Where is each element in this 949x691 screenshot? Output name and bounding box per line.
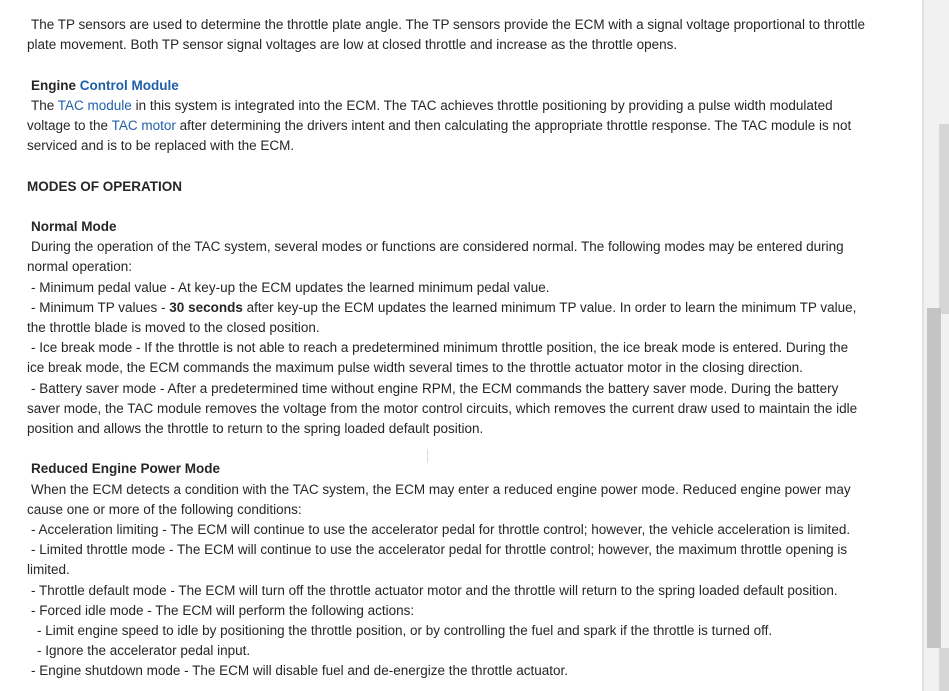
list-item: - Forced idle mode - The ECM will perform the following actions: — [31, 602, 415, 618]
reduced-engine-power-heading: Reduced Engine Power Mode — [31, 461, 221, 477]
list-item: - Acceleration limiting - The ECM will continue to use the accelerator pedal for throttle control; however, the vehicle acceleration is limited. — [31, 522, 851, 538]
list-item: - Ice break mode - If the throttle is not able to reach a predetermined minimum throttle position, the ice break mode is entered. During the — [31, 340, 849, 356]
ecm-paragraph — [27, 96, 912, 157]
tac-motor-link[interactable]: TAC motor — [111, 118, 176, 133]
text-line: serviced and is to be replaced with the ECM. — [27, 138, 295, 154]
tac-module-link[interactable]: TAC module — [57, 97, 132, 113]
list-item: - Limited throttle mode - The ECM will continue to use the accelerator pedal for throttle control; however, the maximum throttle opening is — [31, 542, 848, 558]
scrollbar-track-lower[interactable] — [939, 648, 949, 691]
modes-of-operation-heading: MODES OF OPERATION — [27, 178, 183, 194]
text-line: position and allows the throttle to return to the spring loaded default position. — [27, 421, 484, 437]
list-item — [27, 298, 912, 318]
text-span: after determining the drivers intent and then calculating the appropriate throttle response. The TAC module is not — [175, 118, 852, 133]
scrollbar-thumb[interactable] — [927, 308, 941, 648]
list-item: - Battery saver mode - After a predetermined time without engine RPM, the ECM commands the battery saver mode. During the battery — [31, 380, 839, 396]
list-item: - Engine shutdown mode - The ECM will disable fuel and de-energize the throttle actuator. — [31, 663, 569, 679]
document-content — [27, 15, 912, 682]
text-line — [27, 116, 912, 136]
text-line: The TP sensors are used to determine the throttle plate angle. The TP sensors provide the ECM with a signal voltage proportional to throttle — [31, 17, 865, 32]
section-heading-ecm — [27, 76, 912, 96]
sub-list-item: - Limit engine speed to idle by positioning the throttle position, or by controlling the fuel and spark if the throttle is turned off. — [37, 623, 773, 639]
control-module-link[interactable]: Control Module — [79, 77, 179, 93]
bold-text: 30 seconds — [169, 299, 243, 315]
scrollbar-track-upper[interactable] — [939, 124, 949, 314]
text-line: ice break mode, the ECM commands the maximum pulse width several times to the throttle actuator motor in the closing direction. — [27, 360, 803, 376]
heading-text: Engine — [31, 77, 80, 93]
text-span: in this system is integrated into the ECM. The TAC achieves throttle positioning by providing a pulse width modulated — [131, 97, 833, 113]
list-item: - Throttle default mode - The ECM will turn off the throttle actuator motor and the throttle will return to the spring loaded default position. — [31, 582, 838, 598]
list-item: - Minimum pedal value - At key-up the ECM updates the learned minimum pedal value. — [31, 279, 550, 295]
scrollbar-track-border — [922, 0, 924, 691]
text-line: plate movement. Both TP sensor signal voltages are low at closed throttle and increase as the throttle opens. — [27, 37, 678, 53]
reduced-engine-power-paragraph — [27, 480, 912, 682]
text-span: - Minimum TP values - — [31, 299, 170, 315]
tp-sensor-paragraph — [27, 15, 912, 55]
text-line — [27, 96, 912, 116]
text-line: normal operation: — [27, 259, 133, 275]
text-line: When the ECM detects a condition with the TAC system, the ECM may enter a reduced engine power mode. Reduced engine power may — [31, 481, 851, 497]
normal-mode-heading: Normal Mode — [31, 218, 117, 234]
text-line: the throttle blade is moved to the closed position. — [27, 320, 320, 335]
text-line: cause one or more of the following conditions: — [27, 501, 302, 517]
text-span: after key-up the ECM updates the learned minimum TP value. In order to learn the minimum TP value, — [242, 299, 857, 315]
sub-list-item: - Ignore the accelerator pedal input. — [37, 643, 251, 659]
vertical-scrollbar[interactable] — [922, 0, 949, 691]
text-cursor — [427, 449, 428, 463]
text-span: The — [31, 97, 58, 113]
normal-mode-paragraph — [27, 237, 912, 439]
text-line: limited. — [27, 562, 70, 578]
text-line: During the operation of the TAC system, several modes or functions are considered normal. The following modes may be entered during — [31, 239, 844, 255]
text-line: saver mode, the TAC module removes the voltage from the motor control circuits, which removes the current draw used to maintain the idle — [27, 400, 858, 416]
text-span: voltage to the — [27, 118, 112, 133]
